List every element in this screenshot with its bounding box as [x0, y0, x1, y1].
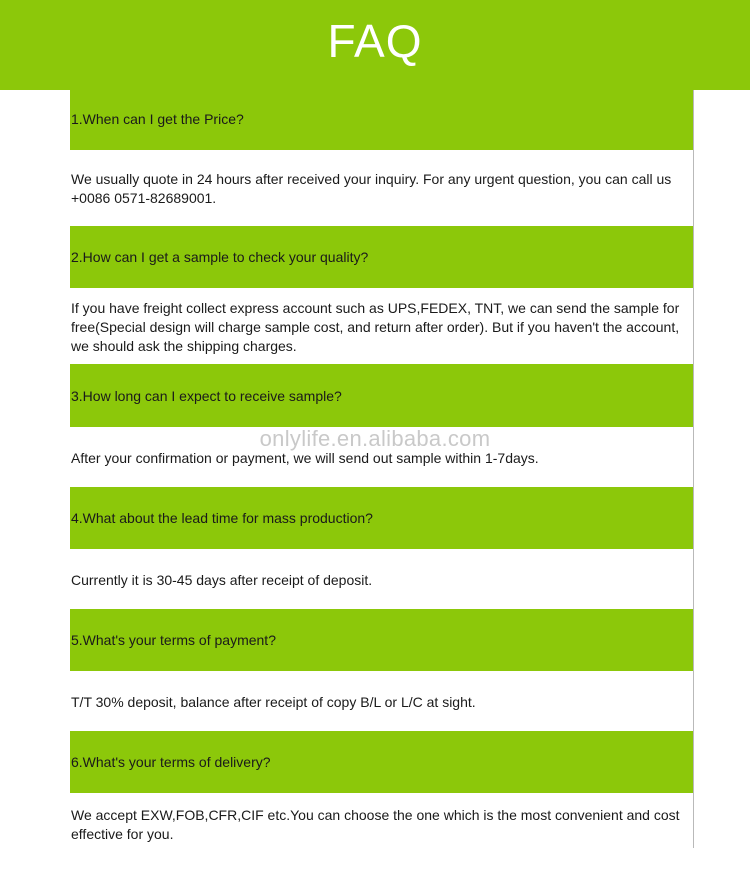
faq-answer-5	[70, 671, 693, 731]
faq-question-1	[70, 90, 693, 150]
faq-answer-4	[70, 549, 693, 609]
faq-list	[70, 90, 694, 848]
faq-question-3	[70, 364, 693, 427]
faq-question-text: 1.When can I get the Price?	[71, 111, 244, 127]
faq-answer-text: T/T 30% deposit, balance after receipt of copy B/L or L/C at sight.	[71, 694, 476, 710]
faq-question-2	[70, 226, 693, 288]
watermark: onlylife.en.alibaba.com	[259, 426, 491, 451]
faq-question-text: 5.What's your terms of payment?	[71, 632, 276, 648]
faq-question-5	[70, 609, 693, 671]
faq-answer-2	[70, 288, 693, 364]
faq-question-text: 2.How can I get a sample to check your quality?	[71, 249, 369, 265]
faq-question-6	[70, 731, 693, 793]
header-banner	[0, 0, 750, 90]
faq-answer-text: Currently it is 30-45 days after receipt of deposit.	[71, 572, 373, 588]
faq-question-text: 4.What about the lead time for mass production?	[71, 510, 373, 526]
faq-question-4	[70, 487, 693, 549]
faq-answer-6	[70, 793, 693, 848]
faq-question-text: 3.How long can I expect to receive sample?	[71, 388, 342, 404]
faq-answer-text: We accept EXW,FOB,CFR,CIF etc.You can choose the one which is the most convenient and cost effective for you.	[71, 807, 680, 842]
faq-answer-1	[70, 150, 693, 226]
faq-question-text: 6.What's your terms of delivery?	[71, 754, 271, 770]
faq-answer-text: After your confirmation or payment, we will send out sample within 1-7days.	[71, 450, 539, 466]
faq-answer-text: We usually quote in 24 hours after received your inquiry. For any urgent question, you can call us +0086 0571-82689001.	[71, 171, 672, 206]
page-title: FAQ	[327, 15, 423, 67]
faq-answer-text: If you have freight collect express account such as UPS,FEDEX, TNT, we can send the sample for free(Special design will charge sample cost, and return after order). But if you haven't the account, we should ask the shipping charges.	[71, 300, 680, 354]
